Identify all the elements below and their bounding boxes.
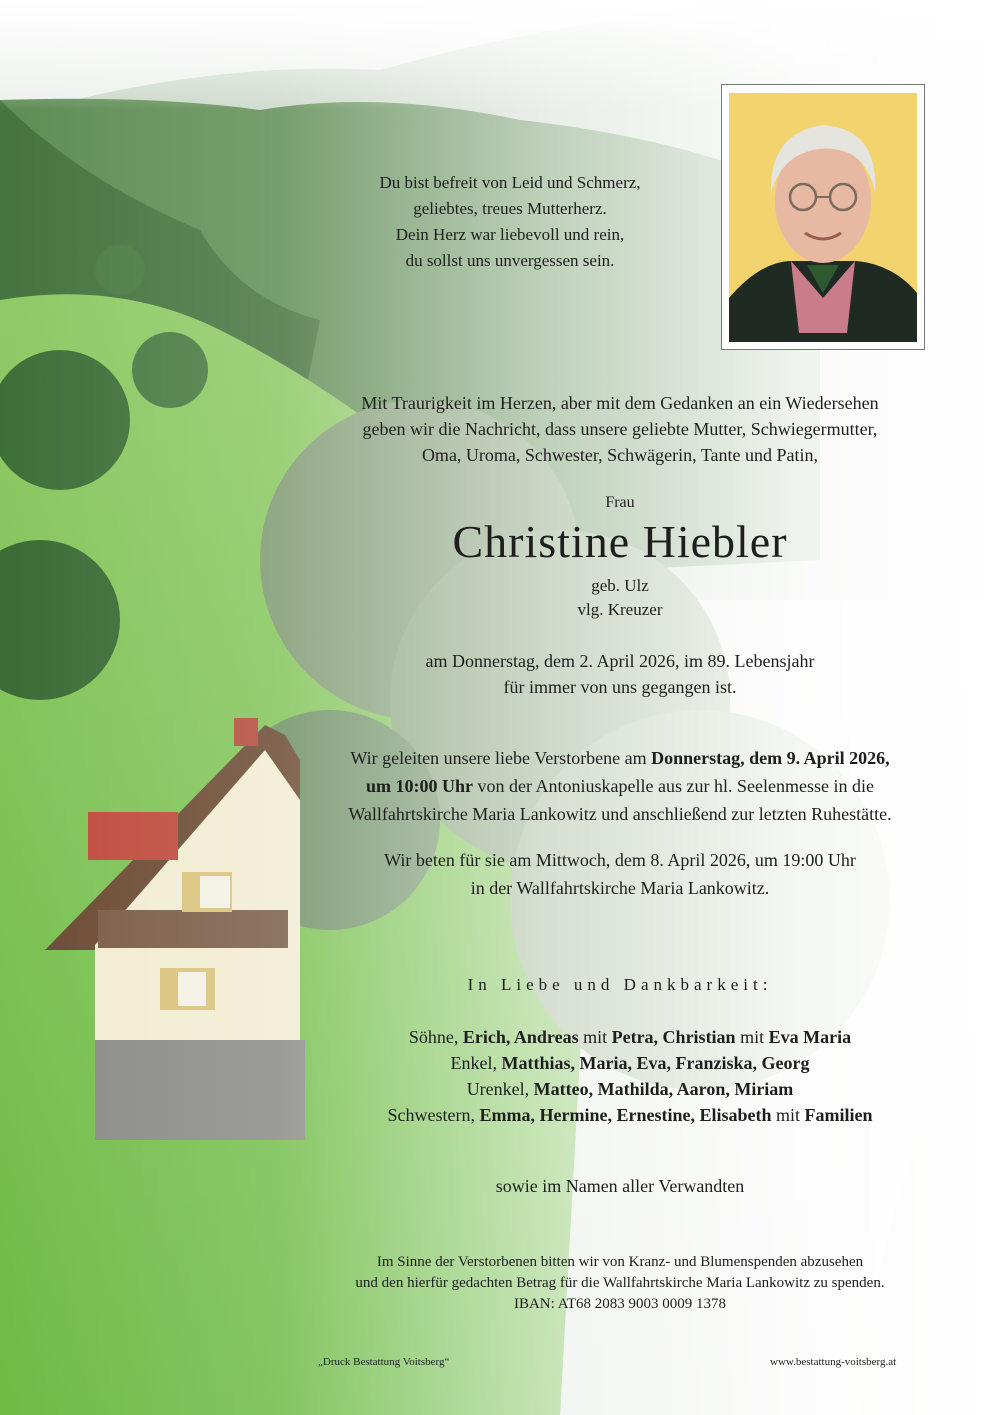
funeral-line	[240, 772, 1000, 800]
family-names: Petra, Christian	[611, 1027, 736, 1047]
prayer-line: Wir beten für sie am Mittwoch, dem 8. April 2026, um 19:00 Uhr	[384, 850, 856, 870]
prayer-details	[300, 846, 940, 902]
passing-notice	[300, 648, 940, 700]
donation-notice	[240, 1252, 1000, 1315]
website-link[interactable]: www.bestattung-voitsberg.at	[770, 1356, 897, 1368]
printer-credit: „Druck Bestattung Voitsberg“	[318, 1356, 450, 1368]
family-sons	[260, 1024, 1000, 1050]
family-names: Matthias, Maria, Eva, Franziska, Georg	[501, 1053, 810, 1073]
thanks-heading: In Liebe und Dankbarkeit:	[467, 975, 773, 994]
family-great-grandchildren	[260, 1076, 1000, 1102]
salutation: Frau	[605, 494, 635, 511]
funeral-text: Wir geleiten unsere liebe Verstorbene am	[350, 748, 652, 768]
family-names: Familien	[804, 1105, 873, 1125]
portrait-image	[729, 93, 917, 342]
family-names: Eva Maria	[768, 1027, 852, 1047]
deceased-name: Christine Hiebler	[452, 516, 788, 567]
prayer-line: in der Wallfahrtskirche Maria Lankowitz.	[470, 878, 770, 898]
family-sisters	[260, 1102, 1000, 1128]
funeral-time: um 10:00 Uhr	[366, 776, 474, 796]
passing-line: für immer von uns gegangen ist.	[503, 677, 737, 697]
vulgo-name: vlg. Kreuzer	[577, 600, 663, 619]
funeral-date: Donnerstag, dem 9. April 2026,	[651, 748, 890, 768]
name-details	[420, 574, 820, 622]
poem-line: geliebtes, treues Mutterherz.	[413, 199, 607, 218]
family-names: Matteo, Mathilda, Aaron, Miriam	[533, 1079, 794, 1099]
family-label: Enkel,	[450, 1053, 502, 1073]
iban: IBAN: AT68 2083 9003 0009 1378	[513, 1296, 727, 1312]
family-label: Söhne,	[408, 1027, 463, 1047]
poem-line: Dein Herz war liebevoll und rein,	[395, 225, 625, 244]
family-connector: mit	[735, 1027, 769, 1047]
poem-line: du sollst uns unvergessen sein.	[405, 251, 615, 270]
intro-line: geben wir die Nachricht, dass unsere geliebte Mutter, Schwiegermutter,	[362, 419, 878, 439]
family-label: Urenkel,	[466, 1079, 534, 1099]
funeral-text: von der Antoniuskapelle aus zur hl. Seelenmesse in die	[473, 776, 874, 796]
family-names: Emma, Hermine, Ernestine, Elisabeth	[479, 1105, 772, 1125]
funeral-line	[240, 744, 1000, 772]
family-label: Schwestern,	[387, 1105, 480, 1125]
memorial-poem	[300, 170, 720, 274]
family-list	[260, 1024, 1000, 1128]
announcement-intro	[240, 390, 1000, 468]
family-connector: mit	[771, 1105, 805, 1125]
family-connector: mit	[578, 1027, 612, 1047]
intro-line: Mit Traurigkeit im Herzen, aber mit dem Gedanken an ein Wiedersehen	[361, 393, 879, 413]
poem-line: Du bist befreit von Leid und Schmerz,	[379, 173, 641, 192]
funeral-details	[240, 744, 1000, 828]
donation-line: Im Sinne der Verstorbenen bitten wir von Kranz- und Blumenspenden abzusehen	[376, 1254, 864, 1270]
relatives-line: sowie im Namen aller Verwandten	[495, 1176, 745, 1196]
passing-line: am Donnerstag, dem 2. April 2026, im 89. Lebensjahr	[425, 651, 815, 671]
family-names: Erich, Andreas	[462, 1027, 579, 1047]
family-grandchildren	[260, 1050, 1000, 1076]
birth-name: geb. Ulz	[591, 576, 649, 595]
portrait-photo	[721, 84, 925, 350]
funeral-line: Wallfahrtskirche Maria Lankowitz und anschließend zur letzten Ruhestätte.	[348, 804, 892, 824]
intro-line: Oma, Uroma, Schwester, Schwägerin, Tante und Patin,	[421, 445, 819, 465]
donation-line: und den hierfür gedachten Betrag für die Wallfahrtskirche Maria Lankowitz zu spenden.	[355, 1275, 885, 1291]
